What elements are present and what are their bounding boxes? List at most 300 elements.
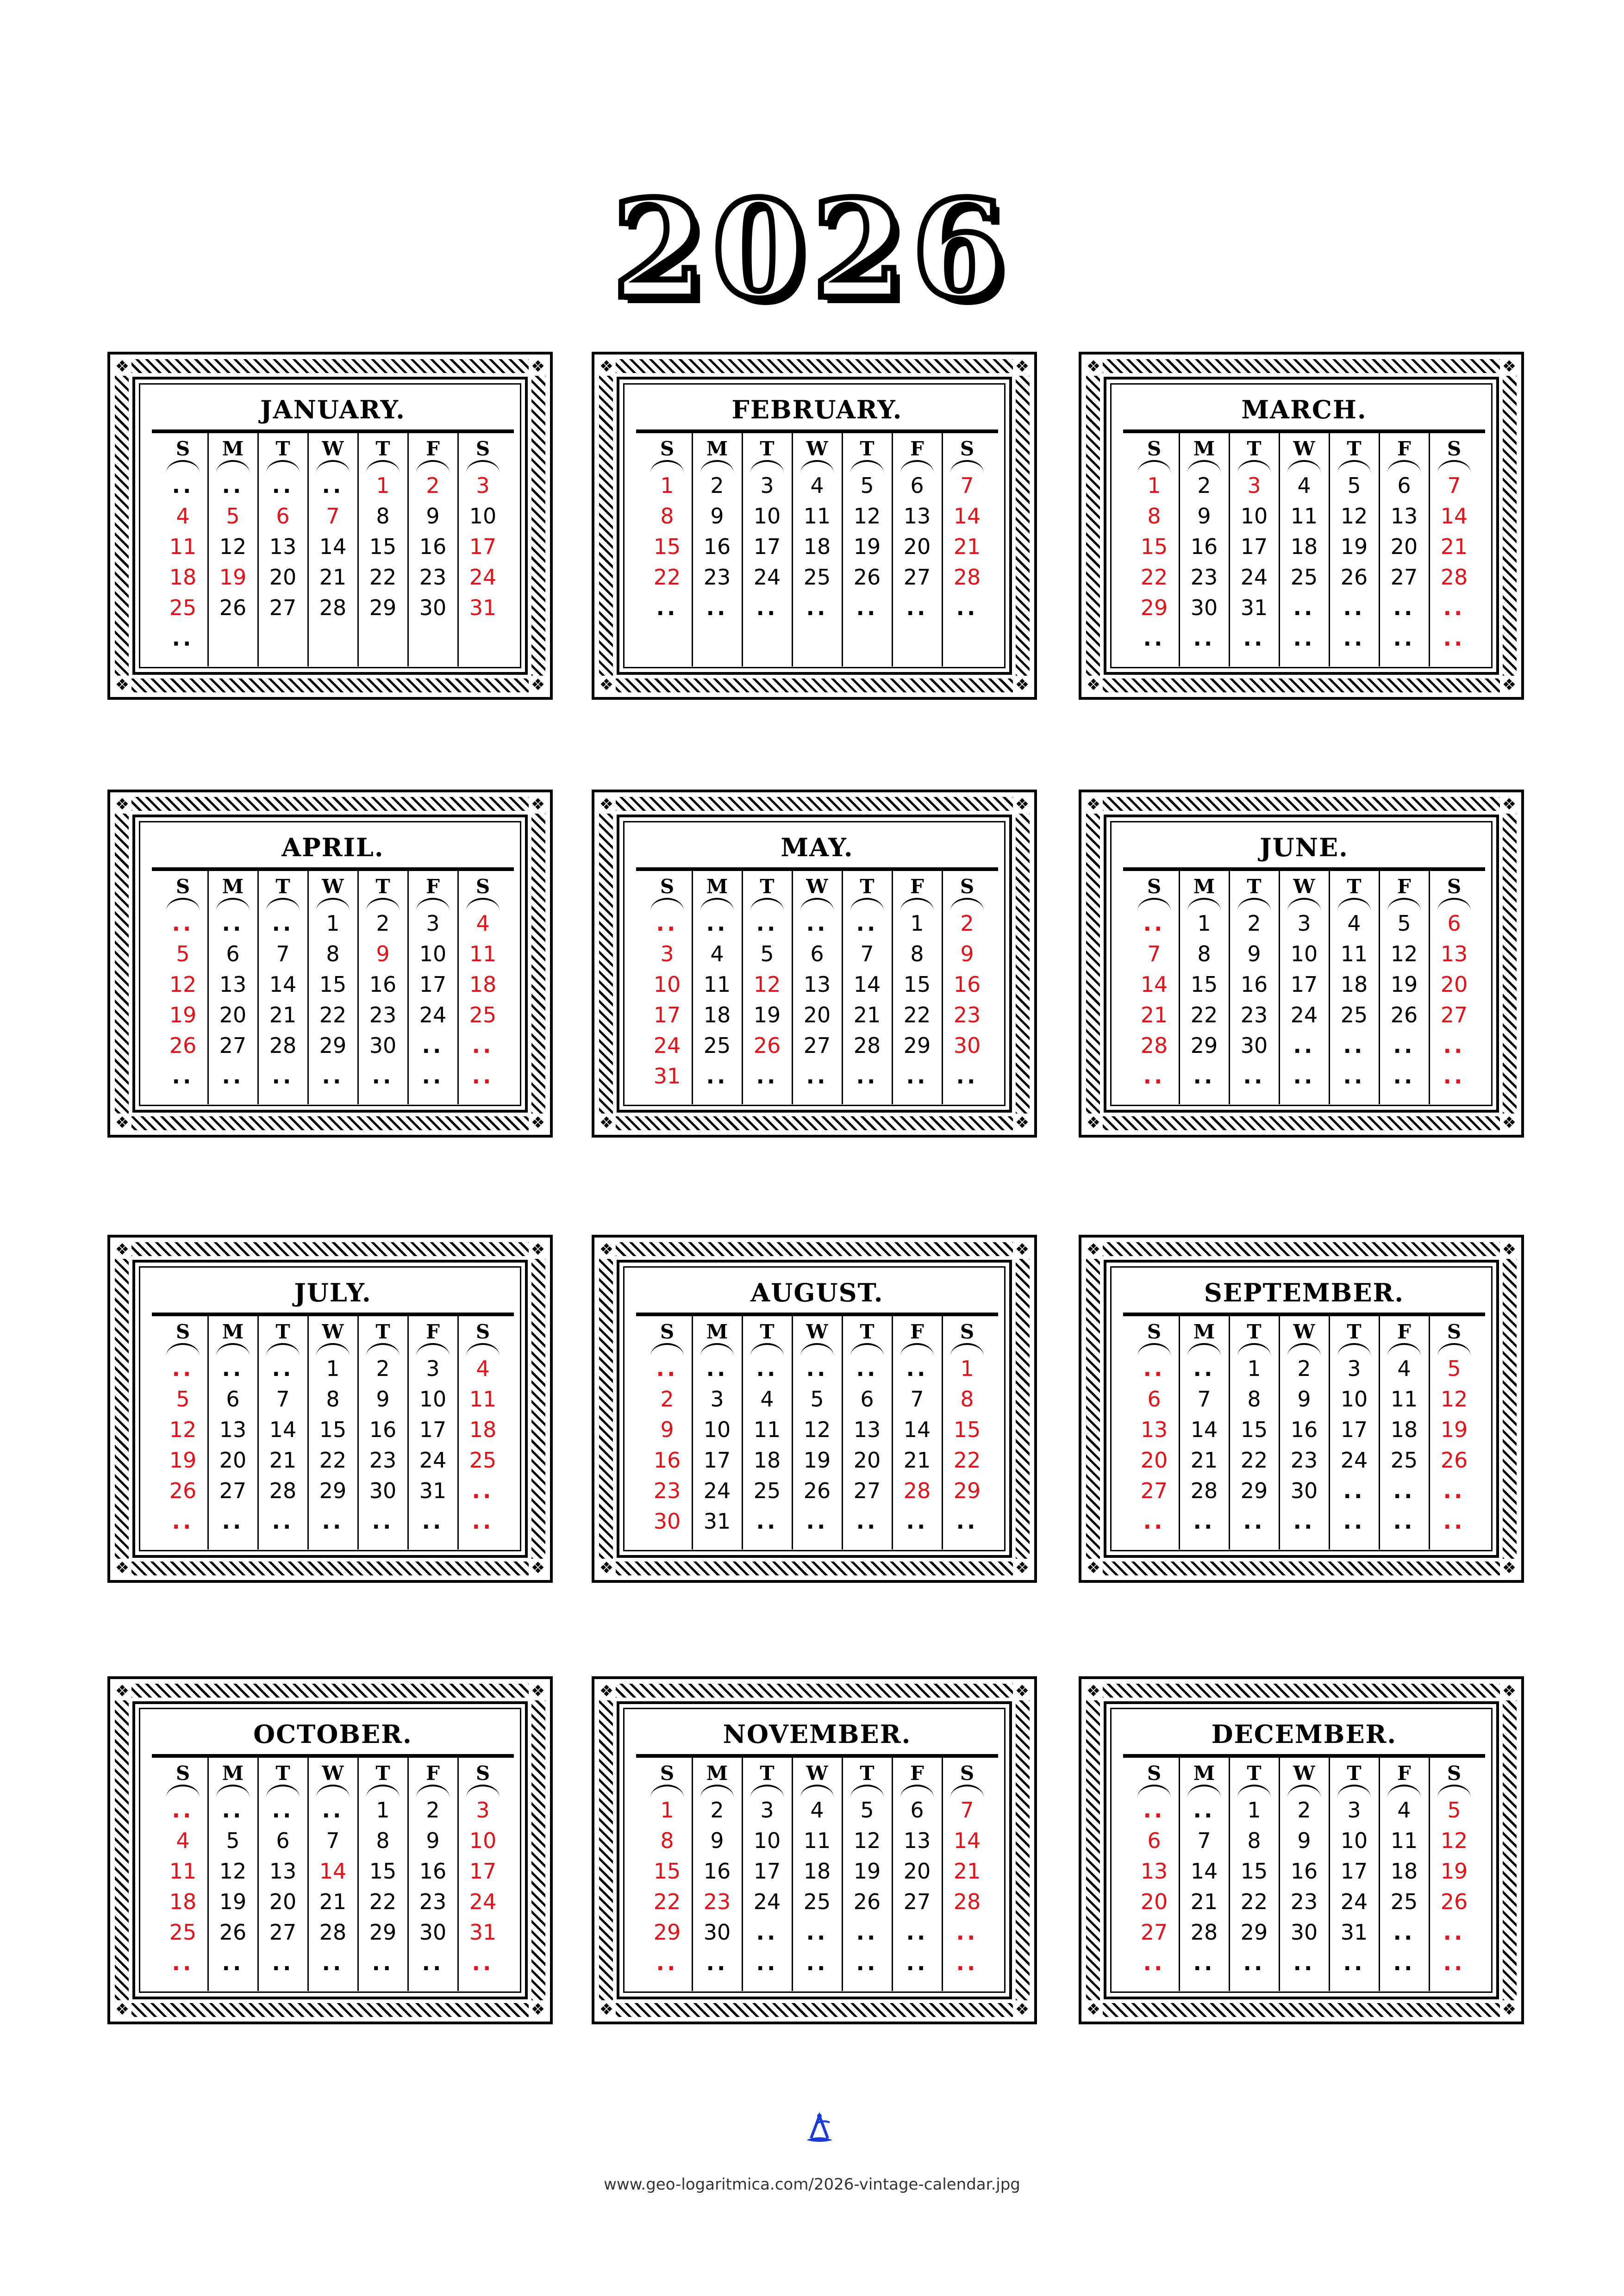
corner-ornament-icon: ❖ <box>1013 1682 1031 1700</box>
empty-day-marker: .. <box>656 1950 678 1975</box>
day-number: 24 <box>703 1478 731 1503</box>
corner-ornament-icon: ❖ <box>529 1559 547 1577</box>
weekday-label: F <box>1397 437 1411 460</box>
day-number: 30 <box>419 595 447 620</box>
day-number: 6 <box>226 941 240 966</box>
day-number: 26 <box>169 1033 197 1058</box>
weekday-label: W <box>322 1320 344 1343</box>
day-number: 10 <box>1290 941 1318 966</box>
day-number: 27 <box>219 1478 247 1503</box>
month-name: JUNE. <box>1260 833 1349 862</box>
day-number: 9 <box>376 1387 390 1412</box>
empty-day-marker: .. <box>222 1950 244 1975</box>
day-number: 21 <box>903 1448 931 1473</box>
day-number: 14 <box>1440 504 1468 529</box>
day-number: 10 <box>419 1387 447 1412</box>
corner-ornament-icon: ❖ <box>1013 795 1031 814</box>
empty-day-marker: .. <box>656 1356 678 1381</box>
day-number: 8 <box>1247 1387 1261 1412</box>
empty-day-marker: .. <box>1343 595 1365 620</box>
corner-ornament-icon: ❖ <box>113 676 131 694</box>
empty-day-marker: .. <box>172 1509 194 1534</box>
weekday-label: S <box>175 1762 190 1785</box>
day-number: 4 <box>1297 473 1311 498</box>
empty-day-marker: .. <box>706 1356 728 1381</box>
empty-day-marker: .. <box>656 911 678 936</box>
day-number: 5 <box>760 941 774 966</box>
day-number: 25 <box>1290 565 1318 590</box>
month-card <box>1123 828 1485 1104</box>
empty-day-marker: .. <box>956 1064 978 1089</box>
day-number: 11 <box>1340 941 1368 966</box>
day-number: 2 <box>1297 1798 1311 1823</box>
weekday-label: F <box>426 1762 440 1785</box>
weekday-label: S <box>475 437 490 460</box>
empty-day-marker: .. <box>956 1950 978 1975</box>
footer-url[interactable]: www.geo-logaritmica.com/2026-vintage-calendar.jpg <box>604 2175 1020 2194</box>
day-number: 14 <box>953 1828 981 1853</box>
day-number: 1 <box>1147 473 1161 498</box>
day-number: 7 <box>1197 1828 1211 1853</box>
day-number: 16 <box>369 1417 397 1442</box>
corner-ornament-icon: ❖ <box>113 357 131 376</box>
day-number: 13 <box>853 1417 881 1442</box>
day-number: 9 <box>426 1828 440 1853</box>
month-frame <box>107 1235 553 1583</box>
empty-day-marker: .. <box>756 1920 778 1945</box>
weekday-label: W <box>1293 1320 1315 1343</box>
weekday-label: M <box>706 1762 728 1785</box>
empty-day-marker: .. <box>1393 1478 1415 1503</box>
corner-ornament-icon: ❖ <box>529 676 547 694</box>
corner-ornament-icon: ❖ <box>1084 1559 1103 1577</box>
weekday-label: T <box>860 875 874 898</box>
weekday-label: F <box>1397 875 1411 898</box>
corner-ornament-icon: ❖ <box>597 1559 616 1577</box>
day-number: 14 <box>903 1417 931 1442</box>
weekday-label: S <box>175 875 190 898</box>
day-number: 31 <box>469 1920 497 1945</box>
day-number: 25 <box>469 1448 497 1473</box>
day-number: 31 <box>1240 595 1268 620</box>
day-number: 3 <box>760 473 774 498</box>
corner-ornament-icon: ❖ <box>1500 676 1518 694</box>
empty-day-marker: .. <box>1193 1798 1215 1823</box>
day-number: 1 <box>376 473 390 498</box>
day-number: 22 <box>1190 1002 1218 1027</box>
weekday-label: S <box>175 437 190 460</box>
empty-day-marker: .. <box>1243 1950 1265 1975</box>
weekday-label: S <box>1147 1320 1162 1343</box>
weekday-label: M <box>706 1320 728 1343</box>
weekday-label: T <box>375 437 390 460</box>
day-number: 22 <box>953 1448 981 1473</box>
empty-day-marker: .. <box>272 911 294 936</box>
day-number: 14 <box>269 1417 297 1442</box>
year-title: 2026 <box>612 171 1012 329</box>
day-number: 28 <box>1440 565 1468 590</box>
day-number: 31 <box>469 595 497 620</box>
weekday-label: T <box>275 1762 290 1785</box>
weekday-label: W <box>322 437 344 460</box>
day-number: 3 <box>1247 473 1261 498</box>
day-number: 4 <box>1347 911 1361 936</box>
day-number: 10 <box>703 1417 731 1442</box>
day-number: 8 <box>326 1387 340 1412</box>
day-number: 25 <box>169 595 197 620</box>
day-number: 7 <box>326 504 340 529</box>
month-frame <box>592 1235 1037 1583</box>
day-number: 9 <box>960 941 974 966</box>
day-number: 1 <box>660 1798 674 1823</box>
day-number: 6 <box>910 473 924 498</box>
weekday-label: S <box>475 1320 490 1343</box>
day-number: 26 <box>753 1033 781 1058</box>
day-number: 8 <box>1197 941 1211 966</box>
day-number: 11 <box>1390 1387 1418 1412</box>
day-number: 29 <box>1190 1033 1218 1058</box>
day-number: 24 <box>469 565 497 590</box>
corner-ornament-icon: ❖ <box>1013 1240 1031 1259</box>
day-number: 14 <box>319 1859 347 1884</box>
day-number: 30 <box>369 1478 397 1503</box>
empty-day-marker: .. <box>856 595 878 620</box>
day-number: 25 <box>169 1920 197 1945</box>
day-number: 26 <box>219 595 247 620</box>
month-frame <box>1079 352 1524 700</box>
day-number: 31 <box>419 1478 447 1503</box>
day-number: 25 <box>803 565 831 590</box>
empty-day-marker: .. <box>472 1033 494 1058</box>
day-number: 5 <box>226 1828 240 1853</box>
month-frame <box>592 790 1037 1138</box>
weekday-label: S <box>660 1762 675 1785</box>
day-number: 11 <box>1390 1828 1418 1853</box>
day-number: 11 <box>469 1387 497 1412</box>
weekday-label: F <box>426 1320 440 1343</box>
empty-day-marker: .. <box>272 1356 294 1381</box>
weekday-label: T <box>1247 437 1262 460</box>
day-number: 12 <box>1440 1828 1468 1853</box>
day-number: 17 <box>1240 534 1268 559</box>
day-number: 27 <box>903 565 931 590</box>
day-number: 21 <box>1190 1889 1218 1914</box>
empty-day-marker: .. <box>422 1509 444 1534</box>
day-number: 18 <box>469 1417 497 1442</box>
weekday-label: T <box>375 1320 390 1343</box>
corner-ornament-icon: ❖ <box>597 1682 616 1700</box>
day-number: 11 <box>753 1417 781 1442</box>
day-number: 26 <box>1440 1889 1468 1914</box>
empty-day-marker: .. <box>222 1064 244 1089</box>
day-number: 5 <box>176 941 190 966</box>
month-name: MAY. <box>781 833 854 862</box>
day-number: 3 <box>1297 911 1311 936</box>
day-number: 14 <box>1140 972 1168 997</box>
empty-day-marker: .. <box>372 1950 394 1975</box>
empty-day-marker: .. <box>706 1950 728 1975</box>
empty-day-marker: .. <box>756 1064 778 1089</box>
day-number: 7 <box>1447 473 1461 498</box>
weekday-label: T <box>275 1320 290 1343</box>
day-number: 10 <box>1340 1828 1368 1853</box>
day-number: 24 <box>1340 1889 1368 1914</box>
corner-ornament-icon: ❖ <box>1013 2000 1031 2019</box>
empty-day-marker: .. <box>656 595 678 620</box>
day-number: 13 <box>1390 504 1418 529</box>
corner-ornament-icon: ❖ <box>113 1559 131 1577</box>
day-number: 1 <box>326 1356 340 1381</box>
weekday-label: W <box>322 1762 344 1785</box>
month-card <box>152 828 514 1104</box>
day-number: 23 <box>419 565 447 590</box>
empty-day-marker: .. <box>472 1950 494 1975</box>
day-number: 9 <box>1247 941 1261 966</box>
weekday-label: F <box>426 437 440 460</box>
day-number: 17 <box>753 534 781 559</box>
empty-day-marker: .. <box>806 1064 828 1089</box>
day-number: 15 <box>369 1859 397 1884</box>
weekday-label: M <box>222 1762 244 1785</box>
month-frame <box>1079 790 1524 1138</box>
empty-day-marker: .. <box>1443 595 1465 620</box>
day-number: 17 <box>1340 1859 1368 1884</box>
day-number: 18 <box>1390 1417 1418 1442</box>
day-number: 18 <box>169 1889 197 1914</box>
day-number: 7 <box>276 941 290 966</box>
day-number: 8 <box>910 941 924 966</box>
day-number: 15 <box>953 1417 981 1442</box>
day-number: 2 <box>710 1798 724 1823</box>
corner-ornament-icon: ❖ <box>529 1240 547 1259</box>
empty-day-marker: .. <box>1393 1033 1415 1058</box>
day-number: 10 <box>753 504 781 529</box>
empty-day-marker: .. <box>1343 1033 1365 1058</box>
day-number: 9 <box>426 504 440 529</box>
day-number: 13 <box>903 1828 931 1853</box>
month-card <box>636 1274 998 1549</box>
day-number: 30 <box>653 1509 681 1534</box>
day-number: 7 <box>1197 1387 1211 1412</box>
day-number: 2 <box>1247 911 1261 936</box>
empty-day-marker: .. <box>1243 1064 1265 1089</box>
weekday-label: S <box>475 1762 490 1785</box>
weekday-label: M <box>222 875 244 898</box>
weekday-label: S <box>660 875 675 898</box>
weekday-label: F <box>910 875 924 898</box>
month-card <box>152 391 514 666</box>
day-number: 22 <box>1240 1448 1268 1473</box>
corner-ornament-icon: ❖ <box>597 795 616 814</box>
day-number: 16 <box>419 534 447 559</box>
empty-day-marker: .. <box>1443 1950 1465 1975</box>
empty-day-marker: .. <box>756 595 778 620</box>
day-number: 7 <box>960 1798 974 1823</box>
day-number: 16 <box>1290 1417 1318 1442</box>
day-number: 25 <box>469 1002 497 1027</box>
empty-day-marker: .. <box>322 1064 344 1089</box>
month-name: JULY. <box>294 1278 372 1307</box>
weekday-label: S <box>1147 875 1162 898</box>
day-number: 13 <box>1140 1859 1168 1884</box>
day-number: 16 <box>703 534 731 559</box>
corner-ornament-icon: ❖ <box>1500 1682 1518 1700</box>
day-number: 6 <box>1147 1387 1161 1412</box>
weekday-label: M <box>1193 1320 1215 1343</box>
weekday-label: T <box>375 875 390 898</box>
empty-day-marker: .. <box>1293 626 1315 651</box>
empty-day-marker: .. <box>1343 1509 1365 1534</box>
empty-day-marker: .. <box>172 1950 194 1975</box>
day-number: 17 <box>469 534 497 559</box>
day-number: 1 <box>910 911 924 936</box>
day-number: 3 <box>660 941 674 966</box>
day-number: 15 <box>653 534 681 559</box>
day-number: 21 <box>269 1002 297 1027</box>
day-number: 8 <box>326 941 340 966</box>
weekday-label: S <box>660 1320 675 1343</box>
day-number: 5 <box>226 504 240 529</box>
day-number: 23 <box>369 1448 397 1473</box>
corner-ornament-icon: ❖ <box>1084 357 1103 376</box>
empty-day-marker: .. <box>856 1950 878 1975</box>
day-number: 14 <box>1190 1417 1218 1442</box>
corner-ornament-icon: ❖ <box>529 357 547 376</box>
corner-ornament-icon: ❖ <box>597 1240 616 1259</box>
empty-day-marker: .. <box>1143 911 1165 936</box>
weekday-label: S <box>175 1320 190 1343</box>
empty-day-marker: .. <box>322 1798 344 1823</box>
weekday-label: W <box>806 1320 828 1343</box>
day-number: 6 <box>226 1387 240 1412</box>
day-number: 2 <box>426 473 440 498</box>
day-number: 21 <box>953 1859 981 1884</box>
day-number: 24 <box>469 1889 497 1914</box>
corner-ornament-icon: ❖ <box>1084 1114 1103 1132</box>
day-number: 6 <box>810 941 824 966</box>
empty-day-marker: .. <box>856 1064 878 1089</box>
weekday-label: T <box>1347 1320 1362 1343</box>
day-number: 15 <box>903 972 931 997</box>
day-number: 19 <box>803 1448 831 1473</box>
day-number: 2 <box>376 911 390 936</box>
corner-ornament-icon: ❖ <box>1013 1559 1031 1577</box>
day-number: 20 <box>1440 972 1468 997</box>
day-number: 17 <box>703 1448 731 1473</box>
month-name: JANUARY. <box>260 395 406 424</box>
day-number: 4 <box>810 1798 824 1823</box>
empty-day-marker: .. <box>806 911 828 936</box>
weekday-label: F <box>910 1320 924 1343</box>
day-number: 19 <box>1440 1859 1468 1884</box>
month-frame <box>107 1676 553 2024</box>
day-number: 22 <box>319 1448 347 1473</box>
empty-day-marker: .. <box>472 1509 494 1534</box>
empty-day-marker: .. <box>172 626 194 651</box>
empty-day-marker: .. <box>1193 1356 1215 1381</box>
empty-day-marker: .. <box>706 911 728 936</box>
corner-ornament-icon: ❖ <box>597 2000 616 2019</box>
day-number: 28 <box>903 1478 931 1503</box>
empty-day-marker: .. <box>1243 1509 1265 1534</box>
day-number: 19 <box>219 1889 247 1914</box>
empty-day-marker: .. <box>806 1920 828 1945</box>
corner-ornament-icon: ❖ <box>1013 1114 1031 1132</box>
weekday-label: T <box>1247 875 1262 898</box>
day-number: 4 <box>710 941 724 966</box>
day-number: 19 <box>853 1859 881 1884</box>
day-number: 16 <box>653 1448 681 1473</box>
day-number: 1 <box>1197 911 1211 936</box>
day-number: 23 <box>369 1002 397 1027</box>
day-number: 9 <box>1297 1828 1311 1853</box>
month-frame <box>592 1676 1037 2024</box>
day-number: 9 <box>1297 1387 1311 1412</box>
month-card <box>1123 1274 1485 1549</box>
weekday-label: T <box>760 1762 775 1785</box>
day-number: 24 <box>1240 565 1268 590</box>
day-number: 19 <box>753 1002 781 1027</box>
day-number: 25 <box>753 1478 781 1503</box>
day-number: 24 <box>653 1033 681 1058</box>
day-number: 13 <box>269 534 297 559</box>
header-rule <box>636 1313 998 1316</box>
day-number: 17 <box>419 1417 447 1442</box>
day-number: 2 <box>1297 1356 1311 1381</box>
month-card <box>1123 391 1485 666</box>
day-number: 15 <box>1240 1417 1268 1442</box>
day-number: 4 <box>476 1356 490 1381</box>
day-number: 1 <box>376 1798 390 1823</box>
day-number: 8 <box>1247 1828 1261 1853</box>
day-number: 1 <box>660 473 674 498</box>
corner-ornament-icon: ❖ <box>1084 795 1103 814</box>
day-number: 30 <box>419 1920 447 1945</box>
day-number: 29 <box>903 1033 931 1058</box>
weekday-label: S <box>960 1762 974 1785</box>
corner-ornament-icon: ❖ <box>1013 357 1031 376</box>
day-number: 10 <box>469 504 497 529</box>
empty-day-marker: .. <box>1443 1920 1465 1945</box>
empty-day-marker: .. <box>222 911 244 936</box>
day-number: 9 <box>1197 504 1211 529</box>
header-rule <box>636 1754 998 1758</box>
empty-day-marker: .. <box>422 1950 444 1975</box>
empty-day-marker: .. <box>1443 1478 1465 1503</box>
weekday-label: S <box>1447 437 1462 460</box>
corner-ornament-icon: ❖ <box>113 795 131 814</box>
day-number: 15 <box>319 972 347 997</box>
day-number: 25 <box>1390 1889 1418 1914</box>
empty-day-marker: .. <box>1143 1798 1165 1823</box>
weekday-label: T <box>1347 437 1362 460</box>
weekday-label: F <box>910 1762 924 1785</box>
weekday-label: T <box>860 437 874 460</box>
weekday-label: M <box>222 437 244 460</box>
day-number: 12 <box>803 1417 831 1442</box>
empty-day-marker: .. <box>1143 626 1165 651</box>
corner-ornament-icon: ❖ <box>113 1682 131 1700</box>
weekday-label: W <box>1293 1762 1315 1785</box>
day-number: 13 <box>803 972 831 997</box>
day-number: 26 <box>803 1478 831 1503</box>
day-number: 29 <box>653 1920 681 1945</box>
corner-ornament-icon: ❖ <box>1500 1559 1518 1577</box>
empty-day-marker: .. <box>1293 1950 1315 1975</box>
empty-day-marker: .. <box>906 1920 928 1945</box>
day-number: 29 <box>319 1033 347 1058</box>
empty-day-marker: .. <box>806 1509 828 1534</box>
